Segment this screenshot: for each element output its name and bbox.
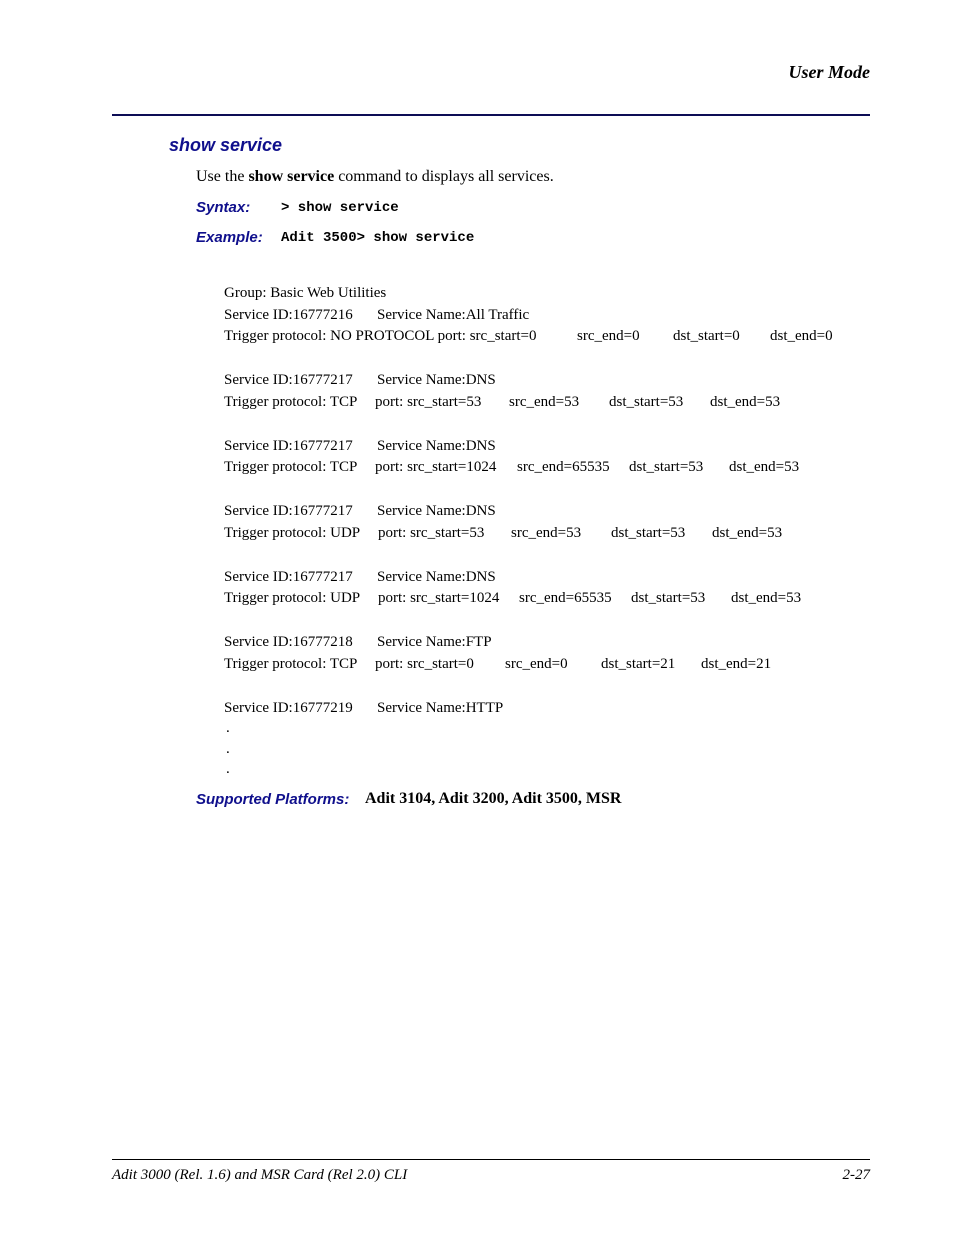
service-name: Service Name:DNS xyxy=(377,569,496,585)
dst-start: dst_start=0 xyxy=(673,328,740,344)
ellipsis-dot: . xyxy=(226,720,230,736)
service-id: Service ID:16777217 xyxy=(224,372,353,388)
intro-prefix: Use the xyxy=(196,168,249,185)
dst-start: dst_start=53 xyxy=(609,394,684,410)
service-id: Service ID:16777216 xyxy=(224,307,353,323)
trigger-protocol: Trigger protocol: TCP xyxy=(224,459,358,475)
service-name: Service Name:DNS xyxy=(377,372,496,388)
footer-title: Adit 3000 (Rel. 1.6) and MSR Card (Rel 2.0) CLI xyxy=(112,1167,408,1183)
service-name: Service Name:HTTP xyxy=(377,700,504,716)
intro-paragraph xyxy=(196,168,554,186)
service-name: Service Name:All Traffic xyxy=(377,307,530,323)
trigger-protocol: Trigger protocol: TCP xyxy=(224,656,358,672)
running-head: User Mode xyxy=(788,62,870,82)
src-end: src_end=0 xyxy=(577,328,640,344)
dst-start: dst_start=53 xyxy=(631,590,706,606)
intro-suffix: command to displays all services. xyxy=(334,168,554,185)
dst-end: dst_end=53 xyxy=(731,590,802,606)
group-line: Group: Basic Web Utilities xyxy=(224,285,387,301)
intro-command: show service xyxy=(248,168,335,185)
service-id: Service ID:16777217 xyxy=(224,569,353,585)
syntax-label: Syntax: xyxy=(196,199,251,216)
dst-end: dst_end=21 xyxy=(701,656,772,672)
dst-end: dst_end=53 xyxy=(729,459,800,475)
section-title: show service xyxy=(169,135,283,155)
trigger-protocol: Trigger protocol: UDP xyxy=(224,590,361,606)
src-end: src_end=53 xyxy=(511,525,582,541)
dst-end: dst_end=53 xyxy=(712,525,783,541)
service-id: Service ID:16777217 xyxy=(224,503,353,519)
trigger-protocol: Trigger protocol: NO PROTOCOL port: src_start=0 xyxy=(224,328,537,344)
service-id: Service ID:16777219 xyxy=(224,700,353,716)
service-name: Service Name:DNS xyxy=(377,503,496,519)
src-start: port: src_start=1024 xyxy=(378,590,500,606)
header-rule xyxy=(112,114,870,116)
example-code: Adit 3500> show service xyxy=(281,230,475,246)
ellipsis-dot: . xyxy=(226,741,230,757)
service-name: Service Name:DNS xyxy=(377,438,496,454)
src-end: src_end=0 xyxy=(505,656,568,672)
page-number: 2-27 xyxy=(842,1167,870,1183)
service-id: Service ID:16777217 xyxy=(224,438,353,454)
service-id: Service ID:16777218 xyxy=(224,634,353,650)
platforms-value: Adit 3104, Adit 3200, Adit 3500, MSR xyxy=(365,790,622,807)
dst-start: dst_start=21 xyxy=(601,656,676,672)
trigger-protocol: Trigger protocol: TCP xyxy=(224,394,358,410)
src-end: src_end=65535 xyxy=(517,459,610,475)
footer-rule xyxy=(112,1159,870,1160)
src-end: src_end=53 xyxy=(509,394,580,410)
example-label: Example: xyxy=(196,229,263,246)
dst-start: dst_start=53 xyxy=(611,525,686,541)
trigger-protocol: Trigger protocol: UDP xyxy=(224,525,361,541)
dst-start: dst_start=53 xyxy=(629,459,704,475)
platforms-label: Supported Platforms: xyxy=(196,791,350,808)
dst-end: dst_end=53 xyxy=(710,394,781,410)
service-name: Service Name:FTP xyxy=(377,634,492,650)
src-start: port: src_start=0 xyxy=(375,656,474,672)
dst-end: dst_end=0 xyxy=(770,328,833,344)
ellipsis-dot: . xyxy=(226,761,230,777)
syntax-code: > show service xyxy=(281,200,399,216)
src-start: port: src_start=53 xyxy=(378,525,485,541)
src-start: port: src_start=1024 xyxy=(375,459,497,475)
src-end: src_end=65535 xyxy=(519,590,612,606)
src-start: port: src_start=53 xyxy=(375,394,482,410)
